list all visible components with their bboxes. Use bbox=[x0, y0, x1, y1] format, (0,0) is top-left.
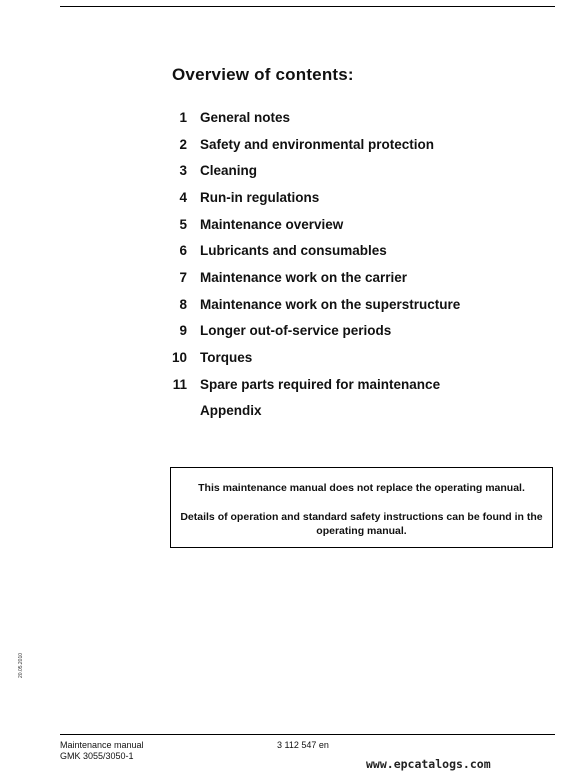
toc-label: Spare parts required for maintenance bbox=[200, 376, 441, 392]
toc-label: Maintenance overview bbox=[200, 216, 344, 232]
footer-doc-number: 3 112 547 en bbox=[277, 740, 329, 750]
top-rule bbox=[60, 6, 555, 7]
notice-box bbox=[170, 467, 553, 548]
table-of-contents bbox=[160, 104, 460, 424]
toc-item[interactable] bbox=[160, 344, 460, 371]
toc-item[interactable] bbox=[160, 104, 460, 131]
toc-number: 3 bbox=[179, 163, 187, 179]
toc-number: 8 bbox=[179, 296, 187, 312]
toc-item[interactable] bbox=[160, 291, 460, 318]
toc-number: 1 bbox=[179, 109, 187, 125]
page-title: Overview of contents: bbox=[172, 65, 354, 84]
notice-text: This maintenance manual does not replace the operating manual. bbox=[198, 482, 525, 494]
toc-item[interactable] bbox=[160, 211, 460, 238]
toc-label: Safety and environmental protection bbox=[200, 136, 435, 152]
toc-number: 2 bbox=[179, 136, 187, 152]
side-date: 20.05.2010 bbox=[18, 652, 24, 678]
toc-item[interactable] bbox=[160, 264, 460, 291]
toc-label: Run-in regulations bbox=[200, 189, 320, 205]
toc-item[interactable] bbox=[160, 371, 460, 398]
notice-text: Details of operation and standard safety instructions can be found in the operating manual. bbox=[180, 511, 543, 537]
toc-label: Maintenance work on the carrier bbox=[200, 269, 408, 285]
bottom-rule bbox=[60, 734, 555, 735]
footer-doc-info bbox=[60, 740, 144, 762]
toc-number: 9 bbox=[179, 323, 187, 339]
toc-label: Torques bbox=[200, 350, 253, 366]
toc-label: Longer out-of-service periods bbox=[200, 323, 392, 339]
toc-number: 11 bbox=[172, 376, 187, 392]
toc-number: 7 bbox=[179, 269, 187, 285]
toc-item[interactable] bbox=[160, 318, 460, 345]
toc-label: Lubricants and consumables bbox=[200, 243, 387, 259]
toc-item[interactable] bbox=[160, 237, 460, 264]
watermark: www.epcatalogs.com bbox=[366, 757, 491, 771]
toc-number: 10 bbox=[171, 350, 187, 366]
footer-doc-title: Maintenance manual bbox=[60, 740, 144, 750]
toc-item[interactable] bbox=[160, 131, 460, 158]
toc-label: General notes bbox=[200, 109, 291, 125]
toc-item[interactable] bbox=[160, 184, 460, 211]
toc-number: 5 bbox=[179, 216, 187, 232]
toc-label: Appendix bbox=[200, 403, 262, 419]
toc-item[interactable] bbox=[160, 157, 460, 184]
toc-item[interactable] bbox=[160, 398, 460, 425]
toc-label: Cleaning bbox=[200, 163, 258, 179]
toc-number: 4 bbox=[179, 189, 187, 205]
footer-model: GMK 3055/3050-1 bbox=[60, 751, 134, 761]
toc-label: Maintenance work on the superstructure bbox=[200, 296, 461, 312]
toc-number: 6 bbox=[179, 243, 187, 259]
